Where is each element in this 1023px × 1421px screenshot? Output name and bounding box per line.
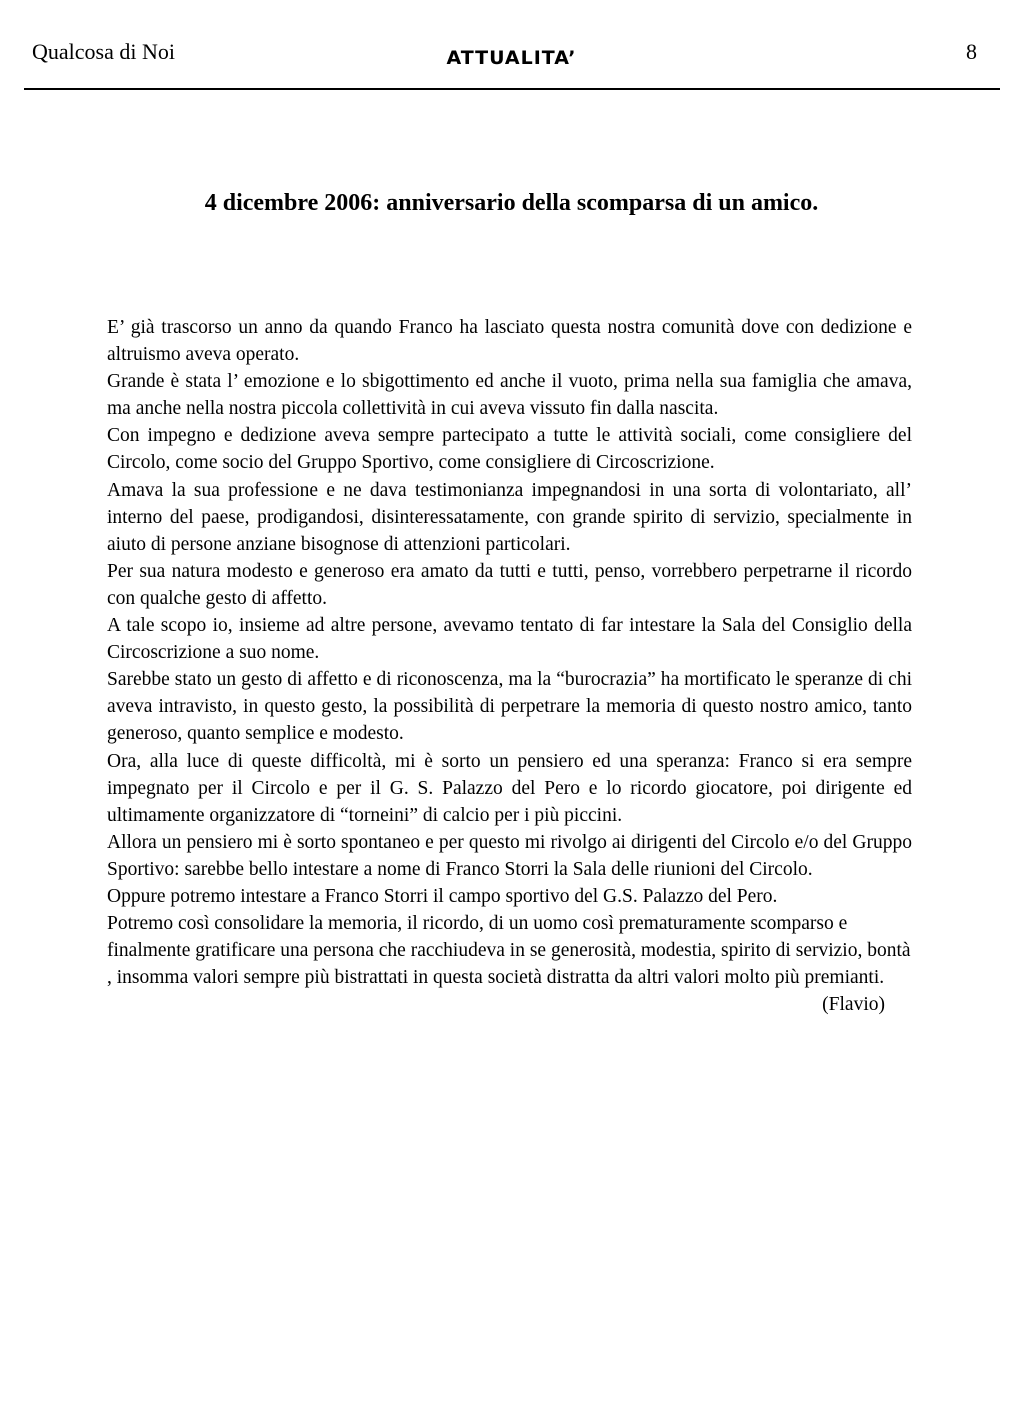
- article-paragraph: Grande è stata l’ emozione e lo sbigottimento ed anche il vuoto, prima nella sua famiglia che amava, ma anche nella nostra piccola collettività in cui aveva vissuto fin dalla nascita.: [107, 371, 912, 420]
- article-paragraph: Per sua natura modesto e generoso era amato da tutti e tutti, penso, vorrebbero perpetrarne il ricordo con qualche gesto di affetto.: [107, 560, 912, 609]
- article-paragraph: Ora, alla luce di queste difficoltà, mi è sorto un pensiero ed una speranza: Franco si era sempre impegnato per il Circolo e per il G. S. Palazzo del Pero e lo ricordo giocatore, poi dirigente ed ultimamente organizzatore di “torneini” di calcio per i più piccini.: [107, 750, 912, 826]
- page-number: 8: [966, 39, 977, 64]
- article-paragraph: A tale scopo io, insieme ad altre persone, avevamo tentato di far intestare la Sala del Consiglio della Circoscrizione a suo nome.: [107, 615, 912, 664]
- article-paragraph-last: [107, 910, 912, 1016]
- section-title: ATTUALITA’: [446, 47, 577, 69]
- article-paragraph: Allora un pensiero mi è sorto spontaneo e per questo mi rivolgo ai dirigenti del Circolo e/o del Gruppo Sportivo: sarebbe bello intestare a nome di Franco Storri la Sala delle riunioni del Circolo.: [107, 831, 912, 880]
- article-paragraph: E’ già trascorso un anno da quando Franco ha lasciato questa nostra comunità dove con dedizione e altruismo aveva operato.: [107, 317, 912, 366]
- article-paragraph: Oppure potremo intestare a Franco Storri il campo sportivo del G.S. Palazzo del Pero.: [107, 885, 778, 907]
- author-signature: (Flavio): [822, 994, 885, 1016]
- article-paragraph: Amava la sua professione e ne dava testimonianza impegnandosi in una sorta di volontariato, all’ interno del paese, prodigandosi, disinteressatamente, con grande spirito di servizio, specialmente in aiuto di persone anziane bisognose di attenzioni particolari.: [107, 479, 912, 555]
- publication-name: Qualcosa di Noi: [32, 39, 175, 64]
- article-paragraph-text: Potremo così consolidare la memoria, il ricordo, di un uomo così prematuramente scomparso e finalmente gratificare una persona che racchiudeva in se generosità, modestia, spirito di servizio, bontà , insomma valori sempre più bistrattati in questa società distratta da altri valori molto più premianti.: [107, 913, 911, 989]
- article-paragraph: Sarebbe stato un gesto di affetto e di riconoscenza, ma la “burocrazia” ha mortificato le speranze di chi aveva intravisto, in questo gesto, la possibilità di perpetrare la memoria di questo nostro amico, tanto generoso, quanto semplice e modesto.: [107, 669, 912, 745]
- article-paragraph: Con impegno e dedizione aveva sempre partecipato a tutte le attività sociali, come consigliere del Circolo, come socio del Gruppo Sportivo, come consigliere di Circoscrizione.: [107, 425, 912, 474]
- header-divider: [24, 88, 1000, 90]
- article-body: [107, 314, 912, 1018]
- article-title: 4 dicembre 2006: anniversario della scomparsa di un amico.: [204, 190, 819, 216]
